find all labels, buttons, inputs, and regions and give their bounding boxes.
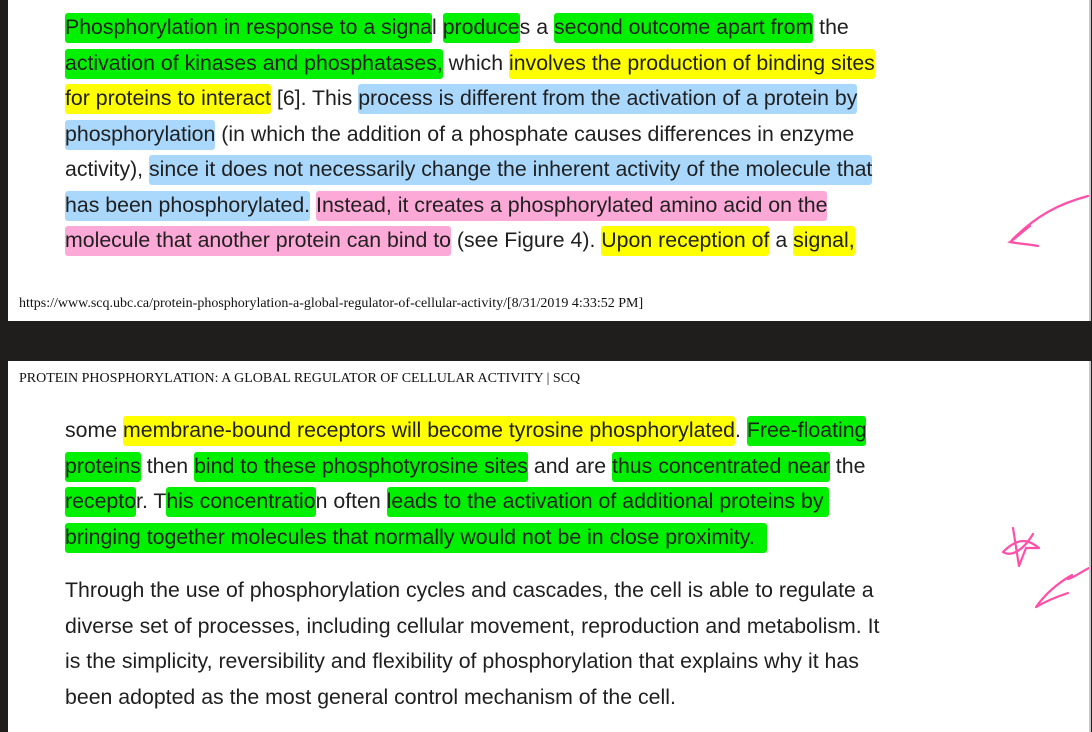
text-line bbox=[65, 520, 1055, 556]
plain-text: . bbox=[735, 418, 747, 442]
text-line: is the simplicity, reversibility and flexibility of phosphorylation that explains why it has bbox=[65, 649, 859, 673]
plain-text: and are bbox=[527, 453, 613, 478]
highlight-green: Free-floating bbox=[747, 416, 867, 446]
text-line bbox=[65, 81, 1055, 117]
text-line bbox=[65, 152, 1055, 188]
highlight-green: bringing together molecules that normally would not be in close proximity. bbox=[65, 523, 767, 553]
text-line bbox=[65, 188, 1055, 224]
highlight-green: proteins bbox=[65, 452, 141, 482]
plain-text: activity), bbox=[65, 157, 150, 181]
highlight-yellow: for proteins to interact bbox=[65, 84, 271, 114]
plain-text: s a bbox=[519, 15, 554, 39]
highlight-green: second outcome apart from bbox=[554, 13, 813, 43]
plain-text: (in which the addition of a phosphate causes differences in enzyme bbox=[215, 121, 855, 146]
text-line: Through the use of phosphorylation cycles and cascades, the cell is able to regulate a bbox=[65, 578, 874, 602]
plain-text: [6]. This bbox=[270, 86, 359, 110]
text-line bbox=[65, 449, 1055, 485]
plain-text: which bbox=[442, 50, 509, 75]
text-line bbox=[65, 46, 1055, 82]
plain-text: n often bbox=[315, 489, 387, 513]
highlight-blue: has been phosphorylated. bbox=[65, 191, 310, 221]
highlight-green: produce bbox=[443, 13, 520, 43]
text-line: diverse set of processes, including cellular movement, reproduction and metabolism. It bbox=[65, 613, 880, 638]
text-line bbox=[65, 484, 1055, 520]
highlighted-paragraph-1 bbox=[65, 10, 1055, 259]
text-line bbox=[65, 117, 1055, 153]
highlight-yellow: signal, bbox=[793, 226, 855, 256]
highlight-pink: Instead, it creates a phosphorylated amino acid on the bbox=[316, 191, 827, 221]
plain-text: then bbox=[140, 453, 195, 478]
highlighted-paragraph-2 bbox=[65, 413, 1055, 555]
plain-text: the bbox=[829, 453, 866, 478]
highlight-green: bind to these phosphotyrosine sites bbox=[194, 452, 528, 482]
text-line bbox=[65, 10, 1055, 46]
text-line bbox=[65, 223, 1055, 259]
plain-text: l bbox=[432, 15, 443, 39]
source-url-footer[interactable]: https://www.scq.ubc.ca/protein-phosphorylation-a-global-regulator-of-cellular-activity/[8/31/2019 4:33:52 PM] bbox=[19, 296, 644, 311]
highlight-yellow: membrane-bound receptors will become tyrosine phosphorylated bbox=[123, 416, 735, 446]
text-line bbox=[65, 413, 1055, 449]
highlight-blue: phosphorylation bbox=[65, 120, 215, 150]
plain-text: the bbox=[813, 15, 849, 39]
highlight-green: activation of kinases and phosphatases, bbox=[65, 49, 443, 79]
body-paragraph-conclusion bbox=[65, 573, 1055, 715]
highlight-blue: process is different from the activation of a protein by bbox=[358, 84, 857, 114]
plain-text: some bbox=[65, 418, 123, 442]
plain-text: (see Figure 4). bbox=[450, 228, 602, 252]
pdf-page-1 bbox=[8, 0, 1091, 321]
highlight-green: thus concentrated near bbox=[612, 452, 830, 482]
highlight-blue: since it does not necessarily change the inherent activity of the molecule that bbox=[149, 155, 872, 185]
highlight-yellow: involves the production of binding sites bbox=[509, 49, 875, 79]
text-line: been adopted as the most general control mechanism of the cell. bbox=[65, 684, 676, 709]
highlight-yellow: Upon reception of bbox=[601, 226, 769, 256]
highlight-pink: molecule that another protein can bind to bbox=[65, 226, 451, 256]
highlight-green: leads to the activation of additional proteins by bbox=[387, 487, 830, 517]
running-header: PROTEIN PHOSPHORYLATION: A GLOBAL REGULATOR OF CELLULAR ACTIVITY | SCQ bbox=[19, 371, 581, 386]
plain-text: a bbox=[769, 228, 794, 252]
pdf-page-2 bbox=[8, 361, 1091, 732]
highlight-green: Phosphorylation in response to a signa bbox=[65, 13, 432, 43]
highlight-green: his concentratio bbox=[166, 487, 315, 517]
highlight-green: recepto bbox=[65, 487, 136, 517]
plain-text: r. T bbox=[136, 489, 167, 513]
